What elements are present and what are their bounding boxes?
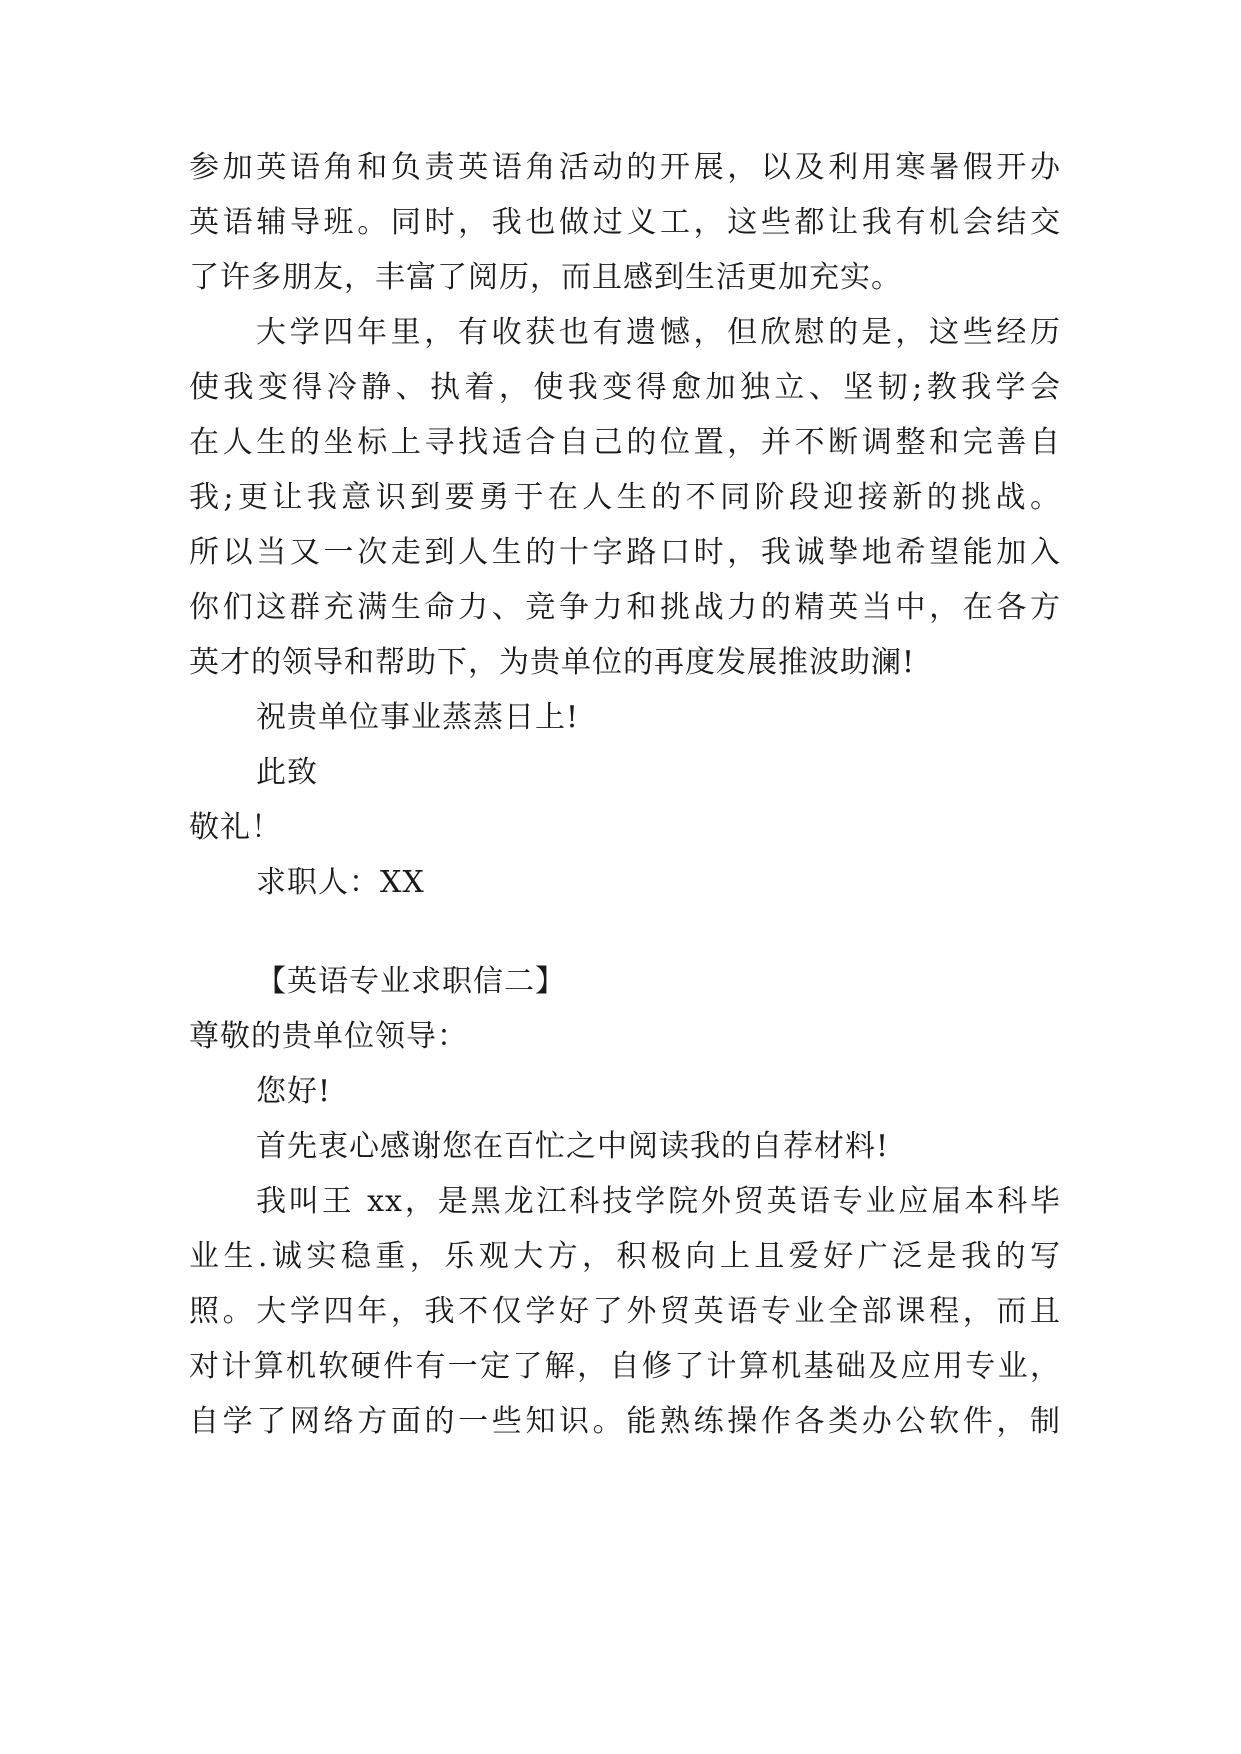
body-line-9: 你们这群充满生命力、竞争力和挑战力的精英当中，在各方 [189, 590, 1061, 625]
section-heading: 【英语专业求职信二】 [256, 964, 566, 999]
body-line-6: 在人生的坐标上寻找适合自己的位置，并不断调整和完善自 [189, 425, 1061, 460]
body-line-8: 所以当又一次走到人生的十字路口时，我诚挚地希望能加入 [189, 535, 1061, 570]
body-line-2: 英语辅导班。同时，我也做过义工，这些都让我有机会结交 [189, 205, 1061, 240]
body-line-1: 参加英语角和负责英语角活动的开展，以及利用寒暑假开办 [189, 150, 1061, 185]
body-line-5: 使我变得冷静、执着，使我变得愈加独立、坚韧;教我学会 [189, 370, 1061, 405]
greeting-recipient: 尊敬的贵单位领导： [189, 1019, 468, 1054]
closing-line: 此致 [256, 755, 318, 790]
body-line-23: 自学了网络方面的一些知识。能熟练操作各类办公软件，制 [189, 1404, 1061, 1439]
body-line-10: 英才的领导和帮助下，为贵单位的再度发展推波助澜! [189, 645, 916, 680]
thanks-line: 首先衷心感谢您在百忙之中阅读我的自荐材料! [256, 1129, 890, 1164]
body-line-22: 对计算机软硬件有一定了解，自修了计算机基础及应用专业， [189, 1349, 1061, 1384]
body-line-7: 我;更让我意识到要勇于在人生的不同阶段迎接新的挑战。 [189, 480, 1061, 515]
body-line-3: 了许多朋友，丰富了阅历，而且感到生活更加充实。 [189, 260, 902, 295]
body-line-21: 照。大学四年，我不仅学好了外贸英语专业全部课程，而且 [189, 1294, 1061, 1329]
intro-start-line: 我叫王 xx，是黑龙江科技学院外贸英语专业应届本科毕 [256, 1184, 1061, 1219]
greeting-line: 您好! [256, 1074, 332, 1109]
paragraph-start-line: 大学四年里，有收获也有遗憾，但欣慰的是，这些经历 [256, 315, 1061, 350]
body-line-20: 业生.诚实稳重，乐观大方，积极向上且爱好广泛是我的写 [189, 1239, 1061, 1274]
wish-line: 祝贵单位事业蒸蒸日上! [256, 700, 580, 735]
salutation-line: 敬礼！ [189, 810, 282, 845]
signature-line: 求职人：XX [256, 865, 425, 900]
